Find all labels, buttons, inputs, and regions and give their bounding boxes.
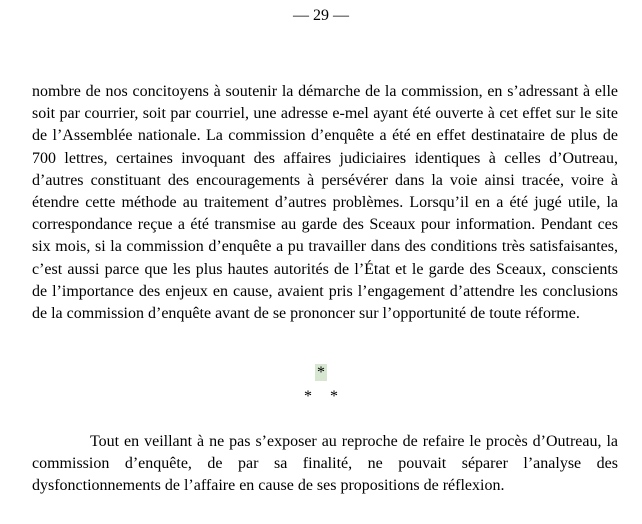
asterism-top [0,363,642,383]
body-paragraph-1: nombre de nos concitoyens à soutenir la démarche de la commission, en s’adressant à elle soit par courrier, soit par courriel, une adresse e-mel ayant été ouverte à cet effet sur le site de l’Assemblée nationale. La commission d’enquête a été en effet destinataire de plus de 700 lettres, certaines invoquant des affaires judiciaires identiques à celles d’Outreau, d’autres constituant des encouragements à persévérer dans la voie ainsi tracée, voire à étendre cette méthode au traitement d’autres problèmes. Lorsqu’il en a été jugé utile, la correspondance reçue a été transmise au garde des Sceaux pour information. Pendant ces six mois, si la commission d’enquête a pu travailler dans des conditions très satisfaisantes, c’est aussi parce que les plus hautes autorités de l’État et le garde des Sceaux, conscients de l’importance des enjeux en cause, avaient pris l’engagement d’attendre les conclusions de la commission d’enquête avant de se prononcer sur l’opportunité de toute réforme. [32,83,618,323]
asterism-top-star: * [317,364,325,381]
body-paragraph-2: Tout en veillant à ne pas s’exposer au reproche de refaire le procès d’Outreau, la commission d’enquête, de par sa finalité, ne pouvait séparer l’analyse des dysfonctionnements de l’affaire en cause de ses propositions de réflexion. [32,433,618,495]
asterism-bottom: * * [304,388,338,405]
page-number: — 29 — [293,7,349,24]
